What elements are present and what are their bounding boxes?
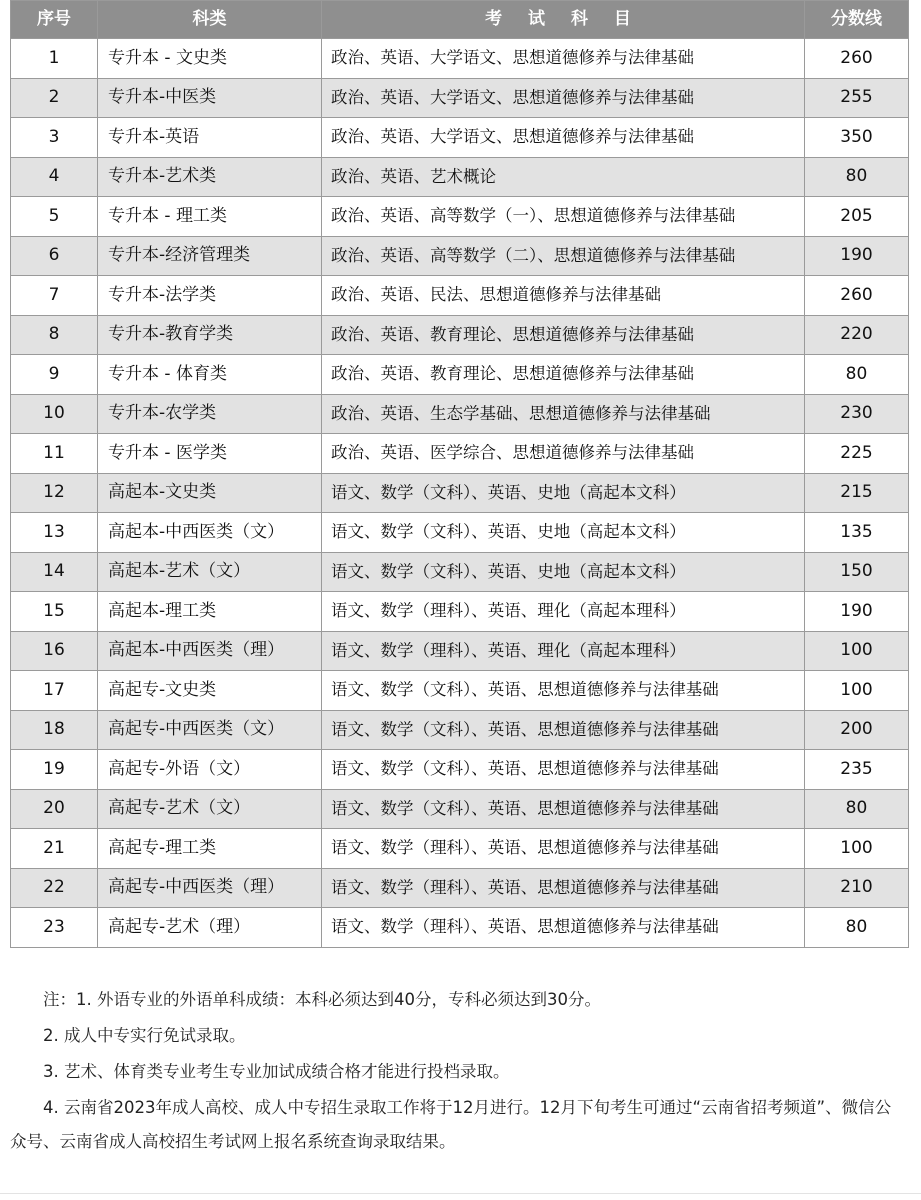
note-2: 2. 成人中专实行免试录取。 (43, 1026, 246, 1045)
cell-no: 23 (11, 908, 98, 948)
cell-score: 210 (805, 868, 909, 908)
cell-no: 17 (11, 671, 98, 711)
cell-score: 255 (805, 78, 909, 118)
cell-no: 8 (11, 315, 98, 355)
cell-no: 22 (11, 868, 98, 908)
cell-category: 专升本-农学类 (98, 394, 322, 434)
bottom-divider (0, 1193, 921, 1194)
cell-no: 15 (11, 592, 98, 632)
cell-category: 专升本 - 体育类 (98, 355, 322, 395)
table-row (11, 513, 909, 553)
cell-category: 专升本-英语 (98, 118, 322, 158)
cell-subjects: 语文、数学（文科）、英语、思想道德修养与法律基础 (322, 671, 805, 711)
cell-no: 3 (11, 118, 98, 158)
table-row (11, 118, 909, 158)
cell-score: 220 (805, 315, 909, 355)
cell-no: 10 (11, 394, 98, 434)
cell-no: 14 (11, 552, 98, 592)
cell-subjects: 政治、英语、医学综合、思想道德修养与法律基础 (322, 434, 805, 474)
cell-score: 135 (805, 513, 909, 553)
table-row (11, 631, 909, 671)
cell-category: 高起专-艺术（文） (98, 789, 322, 829)
header-subjects: 考 试 科 目 (322, 1, 805, 39)
cell-no: 13 (11, 513, 98, 553)
table-row (11, 315, 909, 355)
cell-subjects: 政治、英语、民法、思想道德修养与法律基础 (322, 276, 805, 316)
cell-no: 5 (11, 197, 98, 237)
cell-score: 225 (805, 434, 909, 474)
cell-score: 100 (805, 829, 909, 869)
cell-subjects: 语文、数学（理科）、英语、理化（高起本理科） (322, 592, 805, 632)
table-row (11, 276, 909, 316)
table-body (11, 39, 909, 948)
table-row (11, 236, 909, 276)
cell-subjects: 语文、数学（文科）、英语、史地（高起本文科） (322, 513, 805, 553)
cell-category: 专升本-艺术类 (98, 157, 322, 197)
table-row (11, 78, 909, 118)
cell-no: 6 (11, 236, 98, 276)
table-row (11, 39, 909, 79)
table-row (11, 473, 909, 513)
cell-category: 高起专-艺术（理） (98, 908, 322, 948)
cell-subjects: 政治、英语、大学语文、思想道德修养与法律基础 (322, 39, 805, 79)
table-row (11, 355, 909, 395)
cell-subjects: 政治、英语、教育理论、思想道德修养与法律基础 (322, 315, 805, 355)
cell-subjects: 语文、数学（文科）、英语、思想道德修养与法律基础 (322, 789, 805, 829)
cell-subjects: 语文、数学（理科）、英语、思想道德修养与法律基础 (322, 908, 805, 948)
cell-score: 80 (805, 789, 909, 829)
cell-score: 190 (805, 592, 909, 632)
cell-score: 150 (805, 552, 909, 592)
cell-score: 260 (805, 276, 909, 316)
table-row (11, 710, 909, 750)
cell-subjects: 语文、数学（文科）、英语、思想道德修养与法律基础 (322, 710, 805, 750)
cell-score: 205 (805, 197, 909, 237)
cell-category: 专升本 - 医学类 (98, 434, 322, 474)
cell-category: 专升本-经济管理类 (98, 236, 322, 276)
cell-subjects: 政治、英语、大学语文、思想道德修养与法律基础 (322, 78, 805, 118)
note-3: 3. 艺术、体育类专业考生专业加试成绩合格才能进行投档录取。 (43, 1062, 510, 1081)
cell-category: 高起本-艺术（文） (98, 552, 322, 592)
note-1: 注：1. 外语专业的外语单科成绩：本科必须达到40分，专科必须达到30分。 (43, 990, 601, 1009)
cell-score: 80 (805, 355, 909, 395)
table-header-row (11, 1, 909, 39)
table-row (11, 908, 909, 948)
cell-category: 专升本 - 文史类 (98, 39, 322, 79)
table-row (11, 197, 909, 237)
cell-subjects: 政治、英语、艺术概论 (322, 157, 805, 197)
cell-score: 100 (805, 631, 909, 671)
cell-no: 11 (11, 434, 98, 474)
cell-score: 230 (805, 394, 909, 434)
cell-no: 21 (11, 829, 98, 869)
table-row (11, 789, 909, 829)
cell-no: 1 (11, 39, 98, 79)
cell-subjects: 语文、数学（理科）、英语、思想道德修养与法律基础 (322, 829, 805, 869)
cell-subjects: 政治、英语、大学语文、思想道德修养与法律基础 (322, 118, 805, 158)
cell-subjects: 语文、数学（理科）、英语、思想道德修养与法律基础 (322, 868, 805, 908)
cell-category: 专升本 - 理工类 (98, 197, 322, 237)
cell-subjects: 政治、英语、高等数学（一）、思想道德修养与法律基础 (322, 197, 805, 237)
cell-score: 80 (805, 157, 909, 197)
table-row (11, 434, 909, 474)
table-row (11, 829, 909, 869)
cell-category: 高起本-文史类 (98, 473, 322, 513)
cell-score: 200 (805, 710, 909, 750)
table-row (11, 750, 909, 790)
cell-subjects: 政治、英语、高等数学（二）、思想道德修养与法律基础 (322, 236, 805, 276)
table-row (11, 157, 909, 197)
cell-subjects: 语文、数学（文科）、英语、史地（高起本文科） (322, 552, 805, 592)
cell-no: 4 (11, 157, 98, 197)
cell-score: 260 (805, 39, 909, 79)
cell-subjects: 语文、数学（文科）、英语、思想道德修养与法律基础 (322, 750, 805, 790)
cell-category: 高起本-中西医类（文） (98, 513, 322, 553)
cell-subjects: 政治、英语、教育理论、思想道德修养与法律基础 (322, 355, 805, 395)
note-4: 4. 云南省2023年成人高校、成人中专招生录取工作将于12月进行。12月下旬考生可通过“云南省招考频道”、微信公众号、云南省成人高校招生考试网上报名系统查询录取结果。 (10, 1098, 892, 1151)
table-row (11, 671, 909, 711)
cell-category: 高起本-中西医类（理） (98, 631, 322, 671)
cell-category: 高起专-理工类 (98, 829, 322, 869)
table-row (11, 552, 909, 592)
cell-no: 18 (11, 710, 98, 750)
cell-no: 7 (11, 276, 98, 316)
table-row (11, 592, 909, 632)
cell-category: 高起本-理工类 (98, 592, 322, 632)
header-category: 科类 (98, 1, 322, 39)
cell-category: 高起专-文史类 (98, 671, 322, 711)
cell-score: 235 (805, 750, 909, 790)
notes-section (10, 982, 904, 1159)
cell-no: 16 (11, 631, 98, 671)
table-row (11, 868, 909, 908)
cell-category: 专升本-法学类 (98, 276, 322, 316)
cell-category: 专升本-教育学类 (98, 315, 322, 355)
cell-score: 80 (805, 908, 909, 948)
cell-score: 190 (805, 236, 909, 276)
header-no: 序号 (11, 1, 98, 39)
cell-category: 专升本-中医类 (98, 78, 322, 118)
table-row (11, 394, 909, 434)
cell-category: 高起专-中西医类（文） (98, 710, 322, 750)
cell-category: 高起专-外语（文） (98, 750, 322, 790)
cell-score: 215 (805, 473, 909, 513)
header-score: 分数线 (805, 1, 909, 39)
cell-no: 20 (11, 789, 98, 829)
cell-no: 2 (11, 78, 98, 118)
cell-subjects: 语文、数学（理科）、英语、理化（高起本理科） (322, 631, 805, 671)
cell-score: 350 (805, 118, 909, 158)
cell-no: 19 (11, 750, 98, 790)
score-line-table (10, 0, 909, 948)
cell-score: 100 (805, 671, 909, 711)
cell-no: 9 (11, 355, 98, 395)
cell-category: 高起专-中西医类（理） (98, 868, 322, 908)
cell-no: 12 (11, 473, 98, 513)
cell-subjects: 政治、英语、生态学基础、思想道德修养与法律基础 (322, 394, 805, 434)
cell-subjects: 语文、数学（文科）、英语、史地（高起本文科） (322, 473, 805, 513)
